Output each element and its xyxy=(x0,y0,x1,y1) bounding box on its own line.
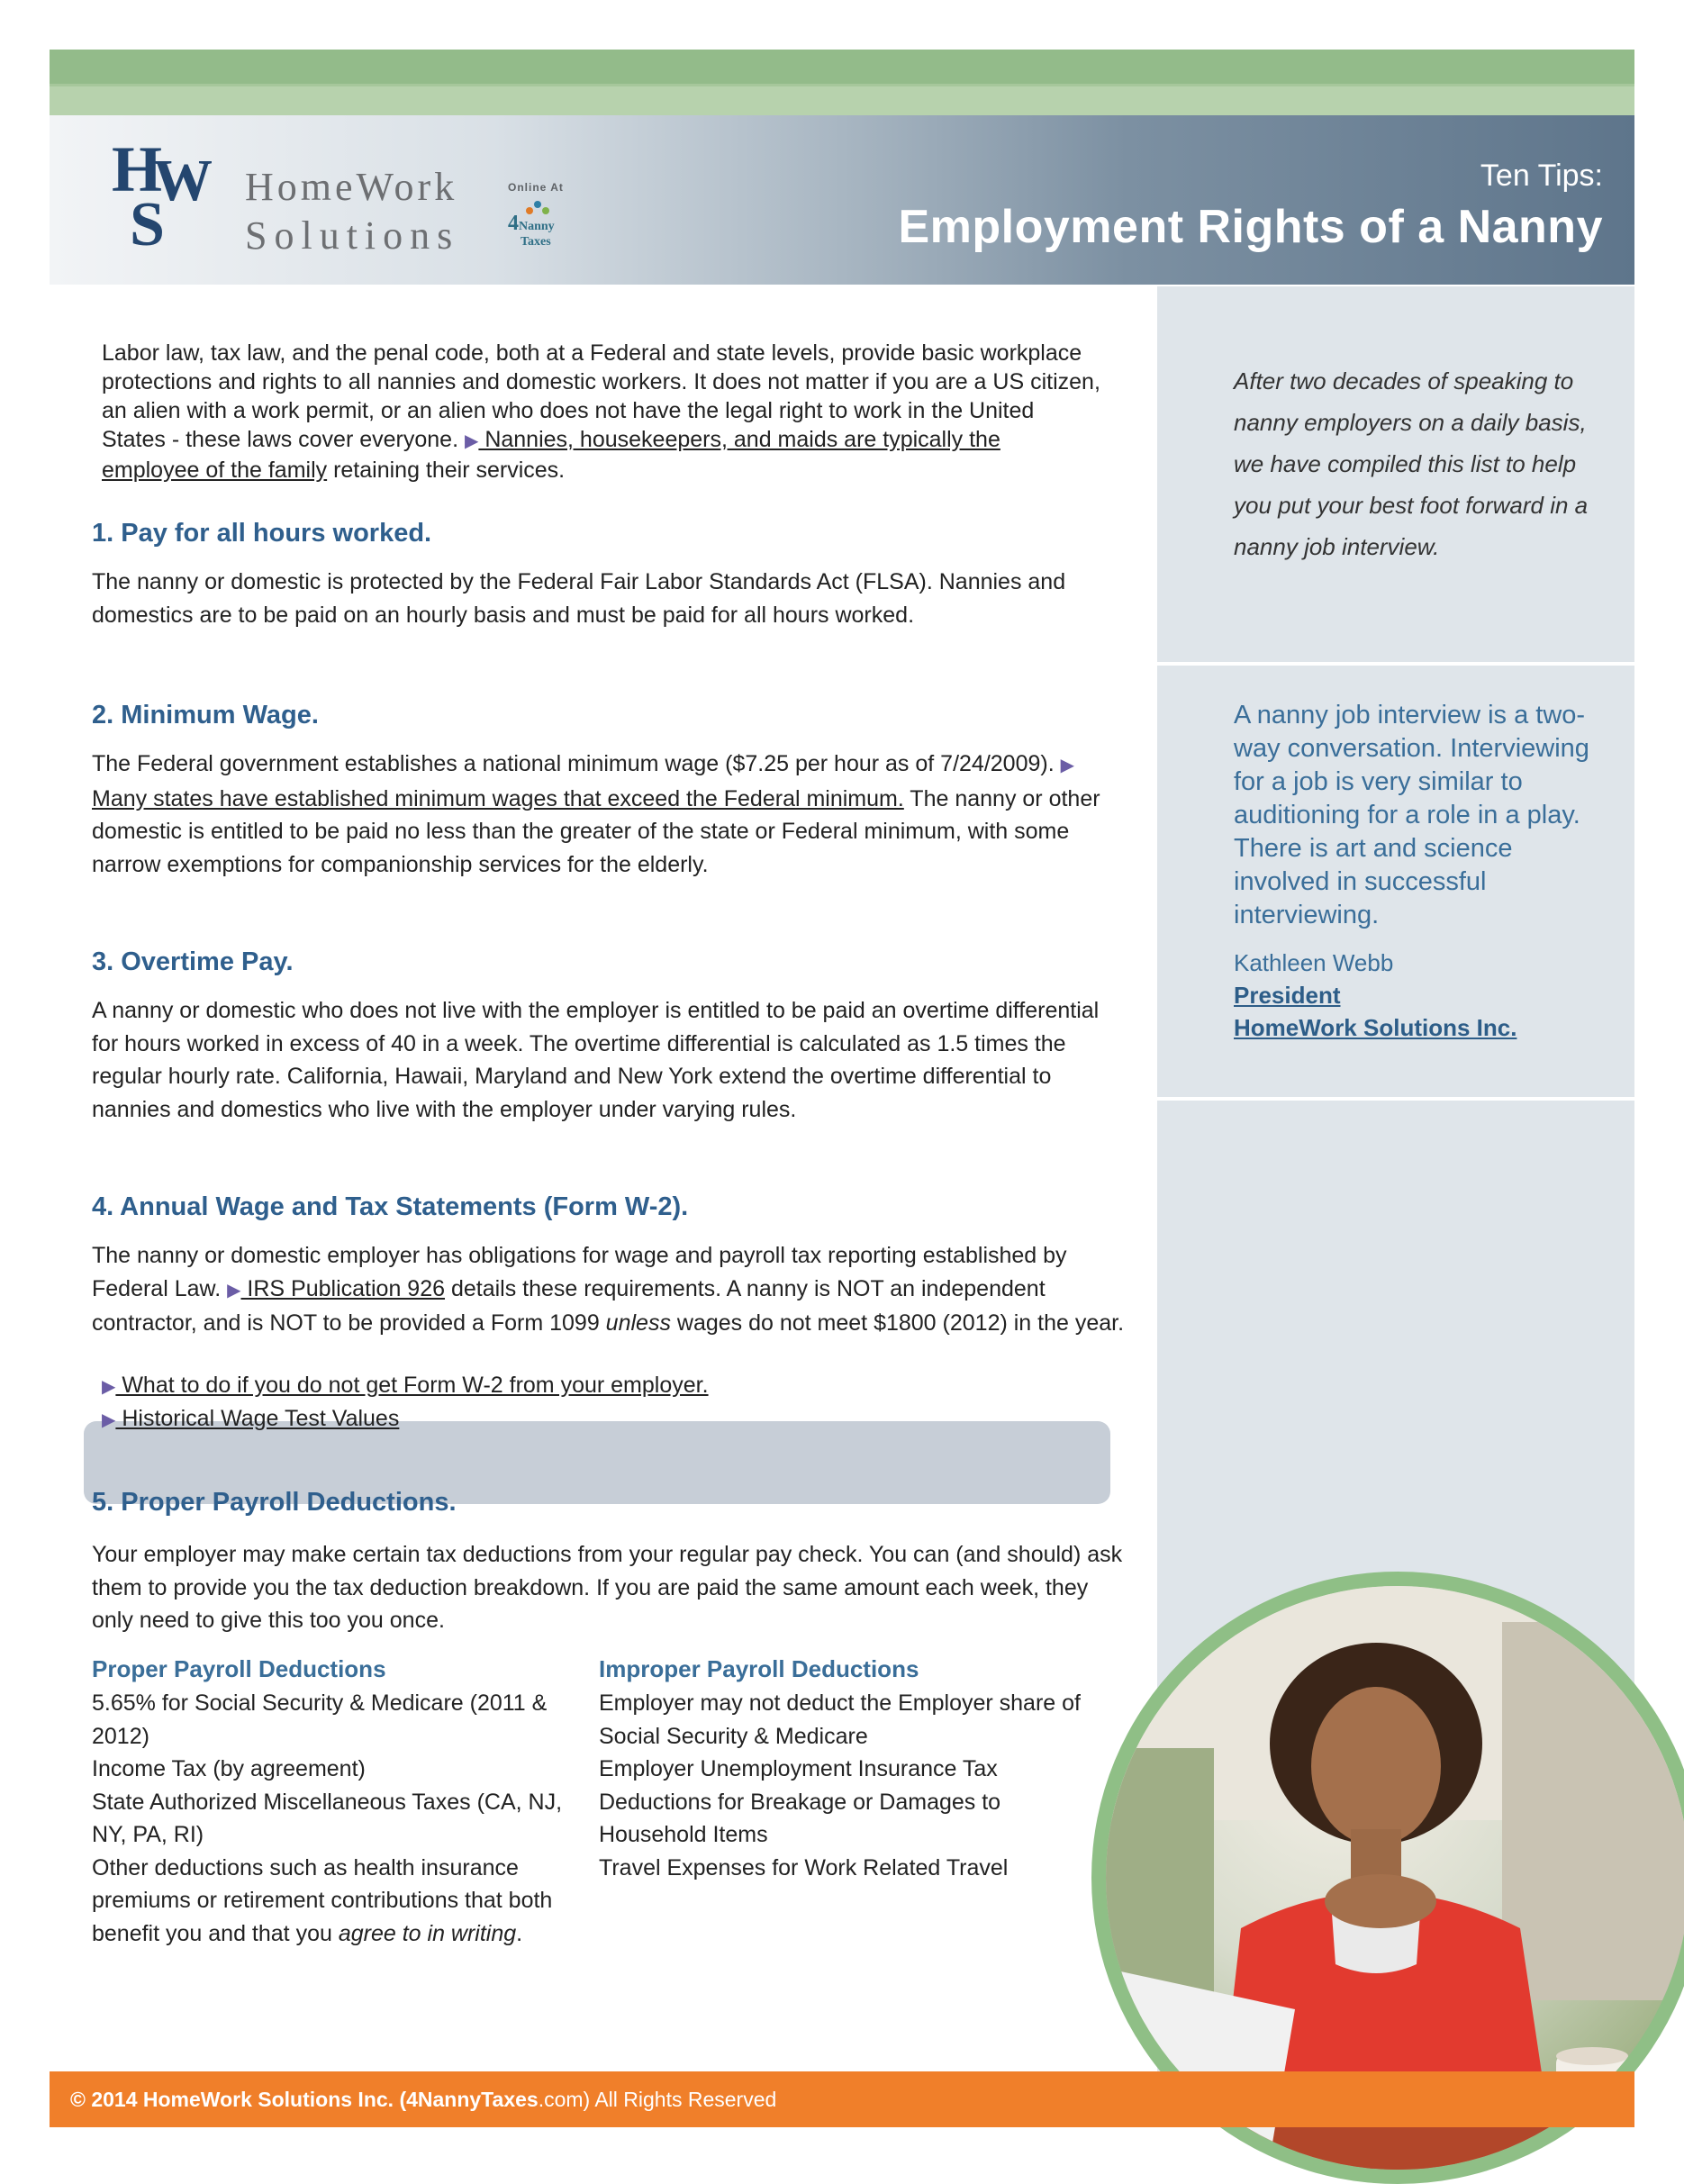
page-title: Employment Rights of a Nanny xyxy=(898,201,1603,253)
section-body-3: A nanny or domestic who does not live with the employer is entitled to be paid an overtime differential for hours worked in excess of 40 in a week. The overtime differential is calculated as 1.5 times the regular hourly rate. California, Hawaii, Maryland and New York extend the overtime differential to nannies and domestics who live with the employer under varying rules. xyxy=(92,998,1100,1122)
section-heading-1: 1. Pay for all hours worked. xyxy=(92,519,432,548)
section-body-5: Your employer may make certain tax deductions from your regular pay check. You can (and should) ask them to provide you the tax deduction breakdown. If you are paid the same amount each week, they only need to give this too you once. xyxy=(92,1542,1123,1633)
section-4-text-after: wages do not meet $1800 (2012) in the year. xyxy=(670,1310,1125,1336)
svg-text:H: H xyxy=(112,135,163,205)
intro-text: Labor law, tax law, and the penal code, both at a Federal and state levels, provide basic workplace protections and rights to all nannies and domestic workers. It does not matter if you are a US citizen, an alien with a work permit, or an alien who does not have the legal right to work in the United States - these laws cover everyone. xyxy=(102,340,1100,452)
list-item xyxy=(92,1852,578,1951)
partner-logo-nanny: Nanny xyxy=(519,220,555,233)
section-body-2 xyxy=(92,748,1127,881)
link-arrow-icon: ▶ xyxy=(102,1377,116,1397)
section-heading-3: 3. Overtime Pay. xyxy=(92,947,294,976)
missing-w2-link[interactable]: What to do if you do not get Form W-2 from your employer. xyxy=(115,1373,709,1398)
hsw-logo-mark xyxy=(110,135,236,252)
section-heading-2: 2. Minimum Wage. xyxy=(92,701,319,730)
company-link[interactable]: HomeWork Solutions Inc. xyxy=(1234,1014,1517,1041)
4nannytaxes-logo xyxy=(508,212,555,249)
intro-after-link: retaining their services. xyxy=(327,458,566,483)
sidebar-divider xyxy=(1157,1097,1634,1101)
header-green-band-light xyxy=(50,84,1634,115)
state-minimum-wage-link[interactable]: Many states have established minimum wages that exceed the Federal minimum. xyxy=(92,785,904,811)
link-arrow-icon: ▶ xyxy=(1060,756,1075,775)
copyright-prefix: © 2014 HomeWork Solutions Inc. (4NannyTaxes xyxy=(70,2088,539,2111)
improper-deductions-list xyxy=(599,1687,1103,1884)
improper-deductions-title: Improper Payroll Deductions xyxy=(599,1655,919,1682)
header-green-band xyxy=(50,50,1634,84)
list-item: Deductions for Breakage or Damages to Household Items xyxy=(599,1789,1001,1847)
w2-help-link-row xyxy=(102,1373,709,1399)
quote-author-name: Kathleen Webb xyxy=(1234,949,1394,976)
sidebar-divider xyxy=(1157,662,1634,666)
list-item-text: Other deductions such as health insurance premiums or retirement contributions that both benefit you and that you xyxy=(92,1854,553,1946)
list-item: Employer may not deduct the Employer share of Social Security & Medicare xyxy=(599,1690,1081,1749)
section-4-text-mid: details these requirements. A nanny is NOT an independent contractor, and is NOT to be provided a Form 1099 xyxy=(92,1275,1046,1336)
irs-publication-926-link[interactable]: IRS Publication 926 xyxy=(240,1275,446,1301)
list-item-end: . xyxy=(516,1920,523,1946)
link-arrow-icon: ▶ xyxy=(227,1280,241,1300)
logo-homework: HomeWork xyxy=(245,165,458,209)
section-body-4 xyxy=(92,1239,1127,1340)
sidebar-quote: A nanny job interview is a two-way conversation. Interviewing for a job is very similar to auditioning for a role in a play. There is art and science involved in successful interviewing. xyxy=(1234,701,1589,929)
partner-logo-four: 4 xyxy=(508,212,519,235)
link-arrow-icon: ▶ xyxy=(464,431,479,451)
partner-logo-dots-icon xyxy=(524,200,551,216)
list-item: Employer Unemployment Insurance Tax xyxy=(599,1756,998,1781)
svg-text:W: W xyxy=(153,148,213,213)
sidebar-intro: After two decades of speaking to nanny employers on a daily basis, we have compiled this list to help you put your best foot forward in a nanny job interview. xyxy=(1234,367,1589,560)
copyright-text xyxy=(70,2088,776,2112)
proper-deductions-title: Proper Payroll Deductions xyxy=(92,1655,386,1682)
online-at-label: Online At xyxy=(508,181,564,194)
intro-paragraph xyxy=(102,339,1101,485)
link-arrow-icon: ▶ xyxy=(102,1410,116,1430)
section-heading-4: 4. Annual Wage and Tax Statements (Form W-2). xyxy=(92,1192,689,1221)
employee-of-family-link[interactable]: Nannies, housekeepers, and maids are typically the employee of the family xyxy=(102,427,1000,483)
list-item: Travel Expenses for Work Related Travel xyxy=(599,1854,1009,1880)
section-2-text-after: The nanny or other domestic is entitled to be paid no less than the greater of the state or Federal minimum, with some narrow exemptions for companionship services for the elderly. xyxy=(92,785,1100,877)
section-4-text: The nanny or domestic employer has obligations for wage and payroll tax reporting established by Federal Law. xyxy=(92,1243,1067,1301)
copyright-suffix: .com) All Rights Reserved xyxy=(538,2088,777,2111)
wage-test-link-row xyxy=(102,1406,399,1432)
list-item: State Authorized Miscellaneous Taxes (CA, NJ, NY, PA, RI) xyxy=(92,1789,563,1847)
list-item: 5.65% for Social Security & Medicare (2011 & 2012) xyxy=(92,1690,548,1749)
list-item: Income Tax (by agreement) xyxy=(92,1756,366,1781)
partner-logo-taxes: Taxes xyxy=(521,235,551,249)
section-2-text: The Federal government establishes a national minimum wage ($7.25 per hour as of 7/24/2009). xyxy=(92,751,1055,776)
proper-deductions-list xyxy=(92,1687,578,1950)
logo-solutions: Solutions xyxy=(245,213,460,258)
section-body-1: The nanny or domestic is protected by the Federal Fair Labor Standards Act (FLSA). Nannies and domestics are to be paid on an hourly basis and must be paid for all hours worked. xyxy=(92,569,1066,628)
section-heading-5: 5. Proper Payroll Deductions. xyxy=(92,1488,457,1517)
quote-author-role-link[interactable]: President xyxy=(1234,982,1341,1009)
section-4-italic: unless xyxy=(605,1310,671,1336)
historical-wage-test-link[interactable]: Historical Wage Test Values xyxy=(115,1406,400,1431)
svg-text:S: S xyxy=(130,190,165,252)
header-kicker: Ten Tips: xyxy=(1480,159,1603,193)
list-item-italic: agree to in writing xyxy=(338,1920,517,1946)
